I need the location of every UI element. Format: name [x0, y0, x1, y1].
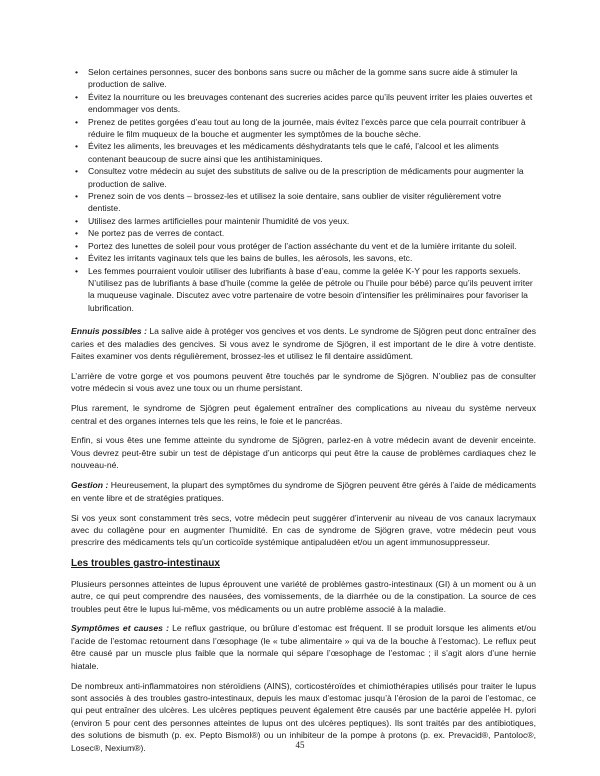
- gestion-text: Heureusement, la plupart des symptômes du syndrome de Sjögren peuvent être gérés à l’aide de médicaments en vente libre et de stratégies pratiques.: [71, 480, 536, 503]
- symptomes-lead: Symptômes et causes :: [71, 623, 169, 634]
- list-item: • Prenez de petites gorgées d’eau tout au long de la journée, mais évitez l’excès parce que cela pourrait contribuer à réduire le film muqueux de la bouche et augmenter les symptômes de la bouche sèche.: [75, 116, 536, 141]
- ennuis-lead: Ennuis possibles :: [71, 326, 147, 337]
- gestion-lead: Gestion :: [71, 480, 109, 491]
- paragraph-yeux: Si vos yeux sont constamment très secs, votre médecin peut suggérer d’intervenir au niveau de vos canaux lacrymaux avec du collagène pour en augmenter l’humidité. En cas de syndrome de Sjögren grave, votre médecin peut vous prescrire des médicaments tels qu’un corticoïde systémique antipaludéen et/ou un agent immunosuppresseur.: [71, 512, 536, 548]
- list-item: • Prenez soin de vos dents – brossez-les et utilisez la soie dentaire, sans oublier de visiter régulièrement votre dentiste.: [75, 190, 536, 215]
- list-item: • Évitez les irritants vaginaux tels que les bains de bulles, les aérosols, les savons, etc.: [75, 252, 536, 264]
- paragraph-enceinte: Enfin, si vous êtes une femme atteinte du syndrome de Sjögren, parlez-en à votre médecin avant de devenir enceinte. Vous devrez peut-être subir un test de dépistage d’un anticorps qui peut être la cause de problèmes cardiaques chez le nouveau-né.: [71, 435, 536, 471]
- page-number: 45: [295, 740, 305, 750]
- list-item: • Évitez la nourriture ou les breuvages contenant des sucreries acides parce qu’ils peuvent irriter les plaies ouvertes et endommager vos dents.: [75, 91, 536, 116]
- ennuis-text: La salive aide à protéger vos gencives et vos dents. Le syndrome de Sjögren peut donc entraîner des caries et des maladies des gencives. Si vous avez le syndrome de Sjögren, il est important de le dire à votre dentiste. Faites examiner vos dents régulièrement, brossez-les et utilisez le fil dentaire assidûment.: [71, 326, 536, 361]
- paragraph-symptomes: [71, 622, 536, 672]
- paragraph-ains: De nombreux anti-inflammatoires non stéroïdiens (AINS), corticostéroïdes et chimiothérapies utilisés pour traiter le lupus sont associés à des troubles gastro-intestinaux, depuis les maux d’estomac jusqu’à l’érosion de la paroi de l’estomac, ce qui peut entraîner des ulcères. Les ulcères peptiques peuvent également être causés par une bactérie appelée H. pylori (environ 5 pour cent des personnes atteintes de lupus ont des ulcères peptiques). Ils sont traités par des antibiotiques, des solutions de bismuth (p. ex. Pepto Bismol®) ou un inhibiteur de la pompe à protons (p. ex. Prevacid®, Pantoloc®, Losec®, Nexium®).: [71, 680, 536, 753]
- list-item: • Évitez les aliments, les breuvages et les médicaments déshydratants tels que le café, l’alcool et les aliments contenant beaucoup de sucre ainsi que les antihistaminiques.: [75, 140, 536, 165]
- paragraph-gestion: [71, 479, 536, 504]
- list-item: • Les femmes pourraient vouloir utiliser des lubrifiants à base d’eau, comme la gelée K-Y pour les rapports sexuels. N’utilisez pas de lubrifiants à base d’huile (comme la gelée de pétrole ou l’huile pour bébé) parce qu’ils peuvent irriter la muqueuse vaginale. Discutez avec votre partenaire de votre besoin d’intensifier les préliminaires pour favoriser la lubrification.: [75, 265, 536, 315]
- list-item: • Utilisez des larmes artificielles pour maintenir l’humidité de vos yeux.: [75, 215, 536, 227]
- list-item: • Portez des lunettes de soleil pour vous protéger de l’action asséchante du vent et de la lumière irritante du soleil.: [75, 240, 536, 252]
- list-item: • Consultez votre médecin au sujet des substituts de salive ou de la prescription de médicaments pour augmenter la production de salive.: [75, 165, 536, 190]
- paragraph-ennuis: [71, 325, 536, 362]
- section-title: Les troubles gastro-intestinaux: [71, 557, 220, 569]
- paragraph-gi: Plusieurs personnes atteintes de lupus éprouvent une variété de problèmes gastro-intestinaux (GI) à un moment ou à un autre, ce qui peut comprendre des nausées, des vomissements, de la diarrhée ou de la constipation. La source de ces troubles peut être le lupus lui-même, vos médicaments ou un autre problème associé à la maladie.: [71, 578, 536, 614]
- tips-list: [71, 66, 536, 314]
- symptomes-text: Le reflux gastrique, ou brûlure d’estomac est fréquent. Il se produit lorsque les aliments et/ou l’acide de l’estomac retournent dans l’œsophage (le « tube alimentaire » qui va de la bouche à l’estomac). Le reflux peut être causé par un muscle plus faible que la normale qui sépare l’œsophage de l’estomac ; il s’agit alors d’une hernie hiatale.: [71, 623, 536, 671]
- page-content: [71, 66, 536, 762]
- list-item: • Ne portez pas de verres de contact.: [75, 227, 536, 239]
- paragraph-gorge: L’arrière de votre gorge et vos poumons peuvent être touchés par le syndrome de Sjögren. N’oubliez pas de consulter votre médecin si vous avez une toux ou un rhume persistant.: [71, 370, 536, 394]
- paragraph-systeme: Plus rarement, le syndrome de Sjögren peut également entraîner des complications au niveau du système nerveux central et des organes internes tels que les reins, le foie et le pancréas.: [71, 403, 536, 426]
- list-item: • Selon certaines personnes, sucer des bonbons sans sucre ou mâcher de la gomme sans sucre aide à stimuler la production de salive.: [75, 66, 536, 91]
